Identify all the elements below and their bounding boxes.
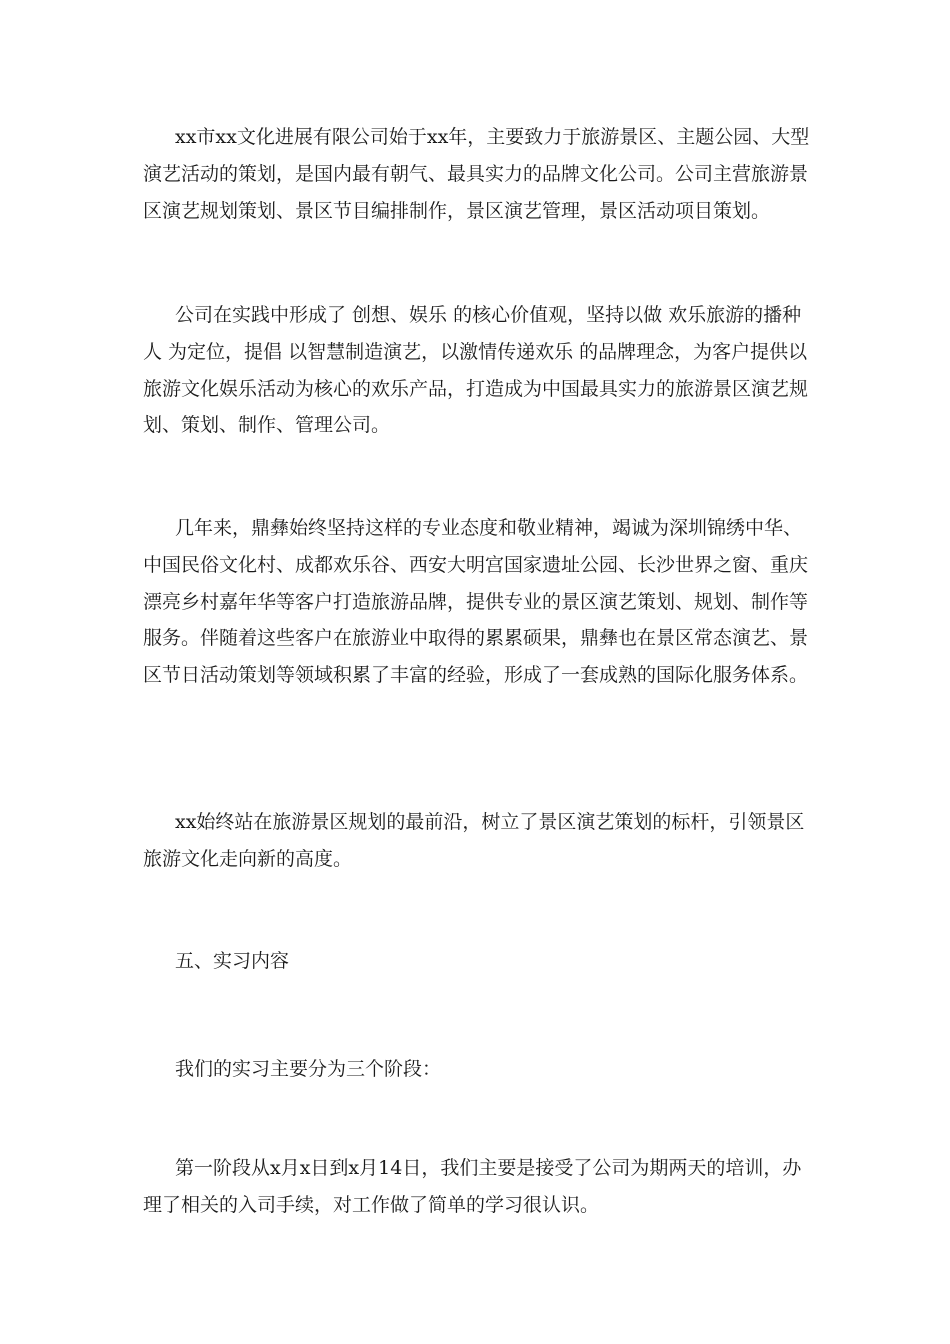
stage-one-paragraph: 第一阶段从x月x日到x月14日，我们主要是接受了公司为期两天的培训，办理了相关的入司手续，对工作做了简单的学习很认识。 — [143, 1157, 802, 1216]
positioning-paragraph: xx始终站在旅游景区规划的最前沿，树立了景区演艺策划的标杆，引领景区旅游文化走向新的高度。 — [143, 811, 805, 870]
clients-paragraph: 几年来，鼎彝始终坚持这样的专业态度和敬业精神，竭诚为深圳锦绣中华、中国民俗文化村、成都欢乐谷、西安大明宫国家遗址公园、长沙世界之窗、重庆漂亮乡村嘉年华等客户打造旅游品牌，提供专业的景区演艺策划、规划、制作等服务。伴随着这些客户在旅游业中取得的累累硕果，鼎彝也在景区常态演艺、景区节日活动策划等领域积累了丰富的经验，形成了一套成熟的国际化服务体系。 — [143, 517, 809, 687]
core-values-paragraph: 公司在实践中形成了 创想、娱乐 的核心价值观，坚持以做 欢乐旅游的播种人 为定位，提倡 以智慧制造演艺，以激情传递欢乐 的品牌理念，为客户提供以旅游文化娱乐活动为核心的欢乐产品，打造成为中国最具实力的旅游景区演艺规划、策划、制作、管理公司。 — [143, 304, 809, 437]
stages-intro-paragraph: 我们的实习主要分为三个阶段： — [175, 1058, 442, 1080]
company-intro-paragraph: xx市xx文化进展有限公司始于xx年，主要致力于旅游景区、主题公园、大型演艺活动的策划，是国内最有朝气、最具实力的品牌文化公司。公司主营旅游景区演艺规划策划、景区节目编排制作，景区演艺管理，景区活动项目策划。 — [143, 126, 810, 222]
section-heading: 五、实习内容 — [175, 950, 290, 972]
